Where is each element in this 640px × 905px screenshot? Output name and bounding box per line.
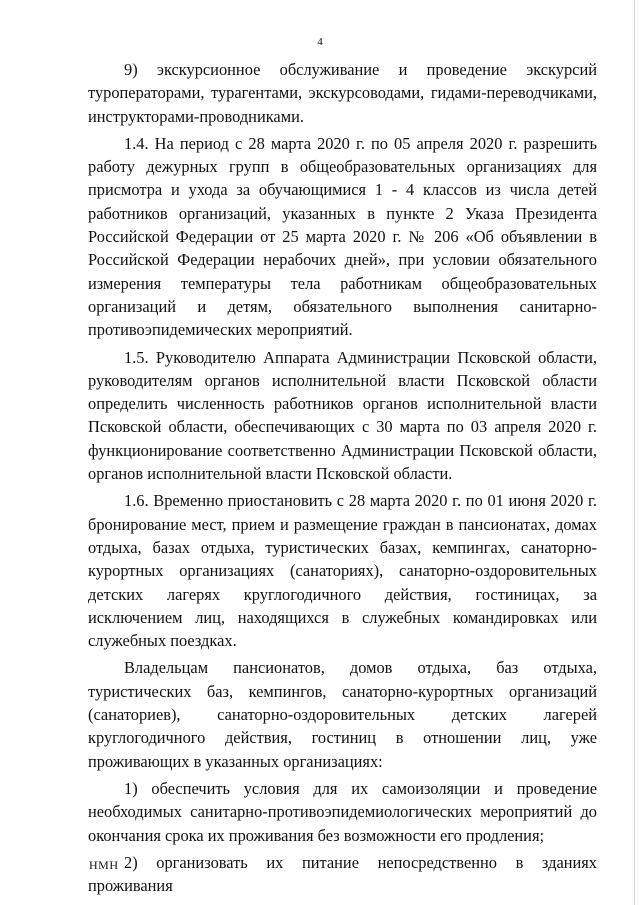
footer-code: НМН bbox=[89, 858, 119, 872]
paragraph-owners-obligations: Владельцам пансионатов, домов отдыха, баз отдыха, туристических баз, кемпингов, санаторно-курортных организаций (санаториев), санаторно-оздоровительных детских лагерей круглогодичного действия, гостиниц в отношении лиц, уже проживающих в указанных организациях: bbox=[88, 658, 597, 771]
paragraph-item-9-excursions: 9) экскурсионное обслуживание и проведение экскурсий туроператорами, турагентами, экскурсоводами, гидами-переводчиками, инструкторами-проводниками. bbox=[88, 60, 597, 126]
paragraph-item-2-meals: 2) организовать их питание непосредственно в зданиях проживания bbox=[88, 852, 597, 896]
page-edge-line bbox=[634, 0, 635, 905]
paragraph-item-1-self-isolation: 1) обеспечить условия для их самоизоляции и проведение необходимых санитарно-противоэпидемиологических мероприятий до окончания срока их проживания без возможности его продления; bbox=[88, 778, 597, 845]
paragraph-1-4-duty-groups: 1.4. На период с 28 марта 2020 г. по 05 апреля 2020 г. разрешить работу дежурных групп в общеобразовательных организациях для присмотра и ухода за обучающимися 1 - 4 классов из числа детей работников организаций, указанных в пункте 2 Указа Президента Российской Федерации от 25 марта 2020 г. № 206 «Об объявлении в Российской Федерации нерабочих дней», при условии обязательного измерения температуры тела работникам общеобразовательных организаций и детям, обязательного выполнения санитарно-противоэпидемических мероприятий. bbox=[88, 133, 597, 340]
page-number: 4 bbox=[317, 36, 323, 48]
paragraph-1-5-staffing: 1.5. Руководителю Аппарата Администрации Псковской области, руководителям органов исполнительной власти Псковской области определить численность работников органов исполнительной власти Псковской области, обеспечивающих с 30 марта по 03 апреля 2020 г. функционирование соответственно Администрации Псковской области, органов исполнительной власти Псковской области. bbox=[88, 347, 597, 484]
paragraph-1-6-suspension: 1.6. Временно приостановить с 28 марта 2020 г. по 01 июня 2020 г. бронирование мест, прием и размещение граждан в пансионатах, домах отдыха, базах отдыха, туристических базах, кемпингах, санаторно-курортных организациях (санаториях), санаторно-оздоровительных детских лагерях круглогодичного действия, гостиницах, за исключением лиц, находящихся в служебных командировках или служебных поездках. bbox=[88, 491, 597, 651]
document-body bbox=[88, 58, 597, 901]
